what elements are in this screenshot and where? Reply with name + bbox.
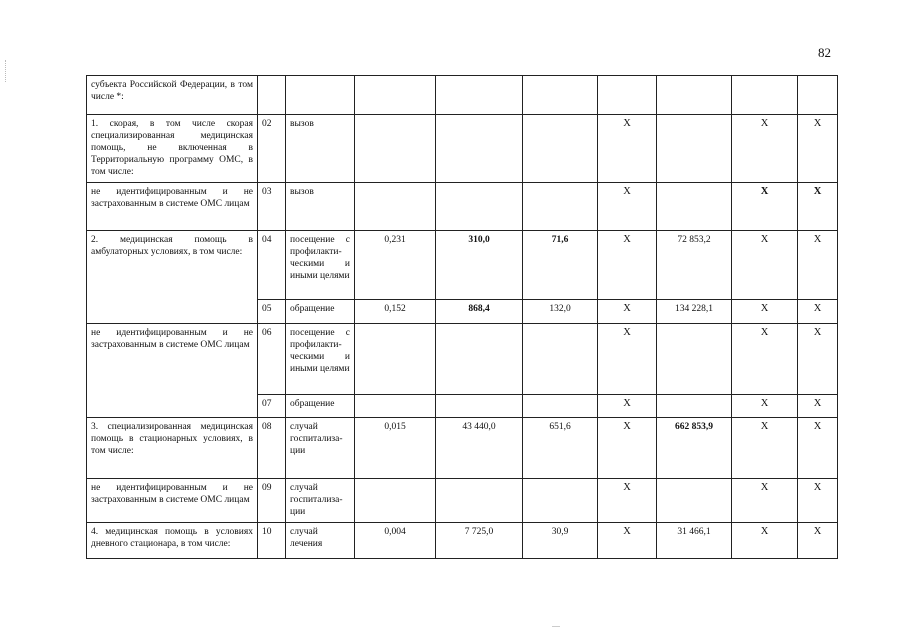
row-unit: обращение xyxy=(286,395,355,418)
cell-value xyxy=(657,395,732,418)
row-description: не идентифицированным и не застрахованным в системе ОМС лицам xyxy=(87,479,258,523)
cell-value: 310,0 xyxy=(436,231,523,300)
cell-value: 72 853,2 xyxy=(657,231,732,300)
cell-value: 7 725,0 xyxy=(436,523,523,559)
cell-value xyxy=(657,76,732,115)
cell-value xyxy=(436,115,523,183)
cell-value xyxy=(523,395,598,418)
cell-value: 0,231 xyxy=(355,231,436,300)
cell-value xyxy=(523,115,598,183)
cell-value: X xyxy=(798,231,838,300)
cell-value: 71,6 xyxy=(523,231,598,300)
row-description: 3. специализированная медицинская помощь в стационарных условиях, в том числе: xyxy=(87,418,258,479)
cell-value xyxy=(523,183,598,231)
cell-value: X xyxy=(732,479,798,523)
cell-value: 0,015 xyxy=(355,418,436,479)
cell-value: X xyxy=(598,395,657,418)
cell-value: X xyxy=(732,115,798,183)
row-description: субъекта Российской Федерации, в том числе *: xyxy=(87,76,258,115)
cell-value xyxy=(436,479,523,523)
cell-value: X xyxy=(798,324,838,395)
table-row xyxy=(87,231,838,300)
cell-value xyxy=(523,479,598,523)
row-code: 04 xyxy=(258,231,286,300)
cell-value: X xyxy=(598,418,657,479)
cell-value xyxy=(657,115,732,183)
cell-value: X xyxy=(798,523,838,559)
row-unit: посещение с профилакти-ческими и иными целями xyxy=(286,324,355,395)
row-unit: вызов xyxy=(286,115,355,183)
row-unit: вызов xyxy=(286,183,355,231)
cell-value: X xyxy=(732,300,798,324)
cell-value: X xyxy=(598,324,657,395)
row-unit: случай госпитализа-ции xyxy=(286,418,355,479)
row-unit xyxy=(286,76,355,115)
cell-value: X xyxy=(598,115,657,183)
cell-value: 30,9 xyxy=(523,523,598,559)
cell-value: 31 466,1 xyxy=(657,523,732,559)
cell-value xyxy=(657,324,732,395)
cell-value: X xyxy=(732,324,798,395)
cell-value: X xyxy=(732,183,798,231)
row-code: 09 xyxy=(258,479,286,523)
cell-value xyxy=(657,183,732,231)
cell-value: X xyxy=(598,479,657,523)
cell-value xyxy=(355,479,436,523)
cell-value: X xyxy=(798,115,838,183)
row-description: 2. медицинская помощь в амбулаторных условиях, в том числе: xyxy=(87,231,258,324)
cell-value: 0,152 xyxy=(355,300,436,324)
table-row xyxy=(87,523,838,559)
cell-value xyxy=(355,115,436,183)
cell-value xyxy=(355,183,436,231)
cell-value xyxy=(355,395,436,418)
row-description: 1. скорая, в том числе скорая специализированная медицинская помощь, не включенная в Территориальную программу ОМС, в том числе: xyxy=(87,115,258,183)
table-row xyxy=(87,324,838,395)
row-code: 06 xyxy=(258,324,286,395)
row-code xyxy=(258,76,286,115)
cell-value: X xyxy=(598,300,657,324)
row-unit: обращение xyxy=(286,300,355,324)
scan-artifact xyxy=(552,626,560,627)
row-code: 08 xyxy=(258,418,286,479)
row-code: 03 xyxy=(258,183,286,231)
cell-value: X xyxy=(798,395,838,418)
row-description: не идентифицированным и не застрахованным в системе ОМС лицам xyxy=(87,324,258,418)
cell-value: 132,0 xyxy=(523,300,598,324)
cell-value: 662 853,9 xyxy=(657,418,732,479)
cell-value xyxy=(798,76,838,115)
cell-value: X xyxy=(798,183,838,231)
cell-value xyxy=(436,183,523,231)
cell-value: X xyxy=(598,183,657,231)
row-unit: случай госпитализа-ции xyxy=(286,479,355,523)
cell-value: X xyxy=(732,523,798,559)
page-number: 82 xyxy=(818,45,831,60)
row-description: 4. медицинская помощь в условиях дневного стационара, в том числе: xyxy=(87,523,258,559)
cell-value xyxy=(355,324,436,395)
table-row xyxy=(87,479,838,523)
cell-value xyxy=(657,479,732,523)
cell-value xyxy=(355,76,436,115)
cell-value xyxy=(436,324,523,395)
cell-value: X xyxy=(732,231,798,300)
cell-value: 0,004 xyxy=(355,523,436,559)
cell-value xyxy=(598,76,657,115)
cell-value: X xyxy=(798,418,838,479)
cell-value: 43 440,0 xyxy=(436,418,523,479)
financing-table xyxy=(86,75,838,559)
table-row xyxy=(87,115,838,183)
cell-value: 134 228,1 xyxy=(657,300,732,324)
cell-value: X xyxy=(798,479,838,523)
cell-value xyxy=(436,395,523,418)
cell-value xyxy=(523,76,598,115)
cell-value: X xyxy=(598,523,657,559)
row-code: 10 xyxy=(258,523,286,559)
scan-margin-mark xyxy=(5,60,7,82)
cell-value xyxy=(523,324,598,395)
table-row xyxy=(87,418,838,479)
cell-value: X xyxy=(732,395,798,418)
cell-value: X xyxy=(598,231,657,300)
row-description: не идентифицированным и не застрахованным в системе ОМС лицам xyxy=(87,183,258,231)
cell-value: X xyxy=(798,300,838,324)
cell-value xyxy=(436,76,523,115)
cell-value xyxy=(732,76,798,115)
row-code: 07 xyxy=(258,395,286,418)
row-code: 02 xyxy=(258,115,286,183)
row-unit: случай лечения xyxy=(286,523,355,559)
table-row xyxy=(87,76,838,115)
cell-value: 651,6 xyxy=(523,418,598,479)
cell-value: 868,4 xyxy=(436,300,523,324)
row-code: 05 xyxy=(258,300,286,324)
row-unit: посещение с профилакти-ческими и иными целями xyxy=(286,231,355,300)
cell-value: X xyxy=(732,418,798,479)
table-row xyxy=(87,183,838,231)
